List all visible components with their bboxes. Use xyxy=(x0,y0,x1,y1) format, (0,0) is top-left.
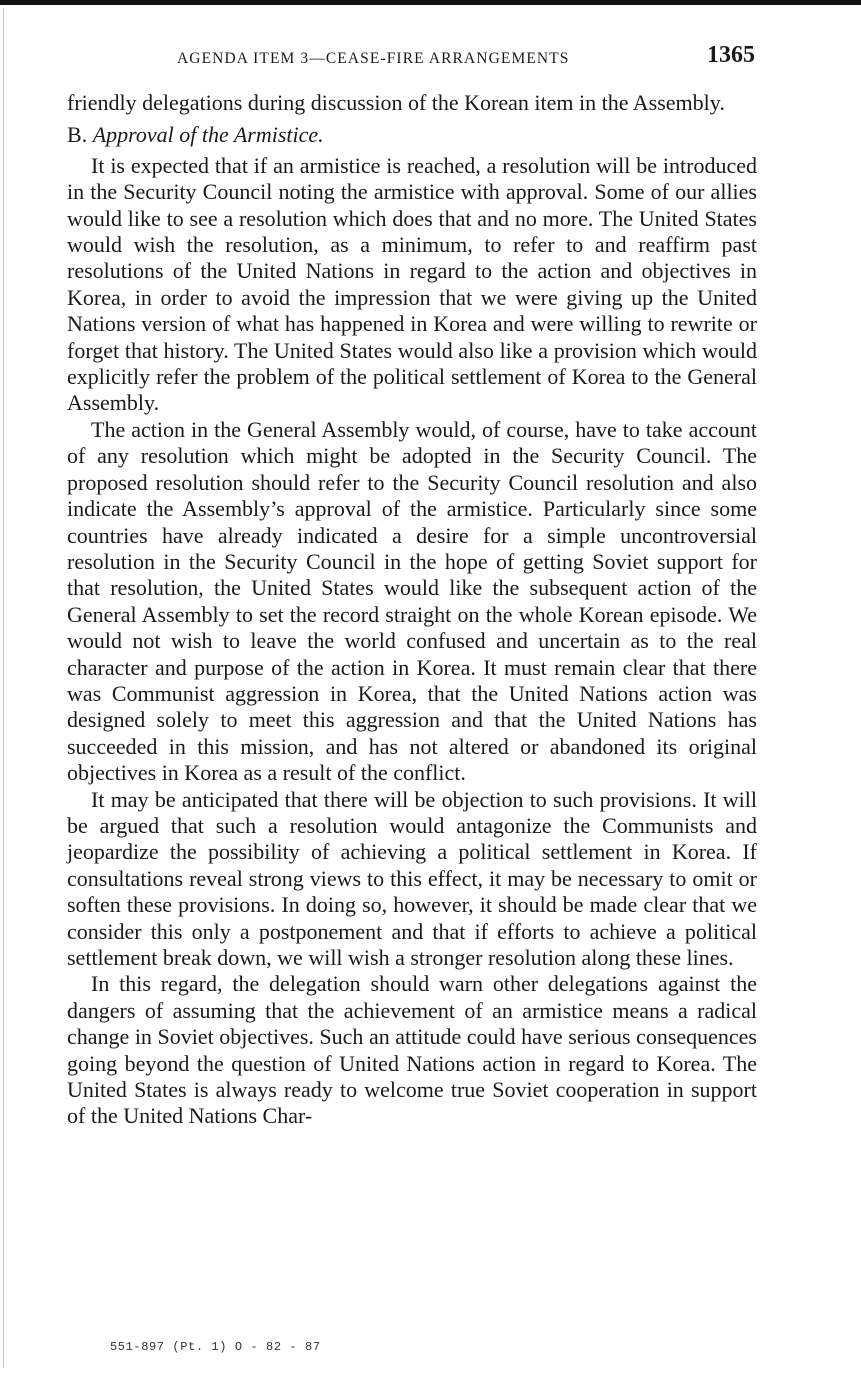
running-title: AGENDA ITEM 3—CEASE-FIRE ARRANGEMENTS xyxy=(177,50,570,67)
footer-print-code: 551-897 (Pt. 1) O - 82 - 87 xyxy=(110,1340,321,1354)
top-border-rule xyxy=(0,0,861,5)
section-heading xyxy=(67,122,757,148)
paragraph-1: It is expected that if an armistice is reached, a resolution will be introduced in the Security Council noting the armistice with approval. Some of our allies would like to see a resolution which does that and no more. The United States would wish the resolution, as a minimum, to refer to and reaffirm past resolutions of the United Nations in regard to the action and objectives in Korea, in order to avoid the impression that we were giving up the United Nations version of what has happened in Korea and were willing to rewrite or forget that history. The United States would also like a provision which would explicitly refer the problem of the political settlement of Korea to the General Assembly. xyxy=(67,152,757,416)
paragraph-3: It may be anticipated that there will be objection to such provisions. It will be argued that such a resolution would antagonize the Communists and jeopardize the possibility of achieving a political settlement in Korea. If consultations reveal strong views to this effect, it may be necessary to omit or soften these provisions. In doing so, however, it should be made clear that we consider this only a postponement and that if efforts to achieve a political settlement break down, we will wish a stronger resolution along these lines. xyxy=(67,786,757,970)
page-edge-line xyxy=(3,8,4,1368)
continuation-paragraph: friendly delegations during discussion of the Korean item in the Assembly. xyxy=(67,90,725,115)
paragraph-4: In this regard, the delegation should warn other delegations against the dangers of assuming that the achievement of an armistice means a radical change in Soviet objectives. Such an attitude could have serious consequences going beyond the question of United Nations action in regard to Korea. The United States is always ready to welcome true Soviet cooperation in support of the United Nations Char- xyxy=(67,971,757,1129)
document-body xyxy=(67,90,757,1130)
section-prefix: B. xyxy=(67,122,93,148)
running-header xyxy=(67,42,755,76)
section-title: Approval of the Armistice. xyxy=(92,122,324,148)
page-number: 1365 xyxy=(707,42,755,68)
paragraph-2: The action in the General Assembly would, of course, have to take account of any resolution which might be adopted in the Security Council. The proposed resolution should refer to the Security Council resolution and also indicate the Assembly’s approval of the armistice. Particularly since some countries have already indicated a desire for a simple uncontroversial resolution in the Security Council in the hope of getting Soviet support for that resolution, the United States would like the subsequent action of the General Assembly to set the record straight on the whole Korean episode. We would not wish to leave the world confused and uncertain as to the real character and purpose of the action in Korea. It must remain clear that there was Communist aggression in Korea, that the United Nations action was designed solely to meet this aggression and that the United Nations has succeeded in this mission, and has not altered or abandoned its original objectives in Korea as a result of the conflict. xyxy=(67,416,757,786)
